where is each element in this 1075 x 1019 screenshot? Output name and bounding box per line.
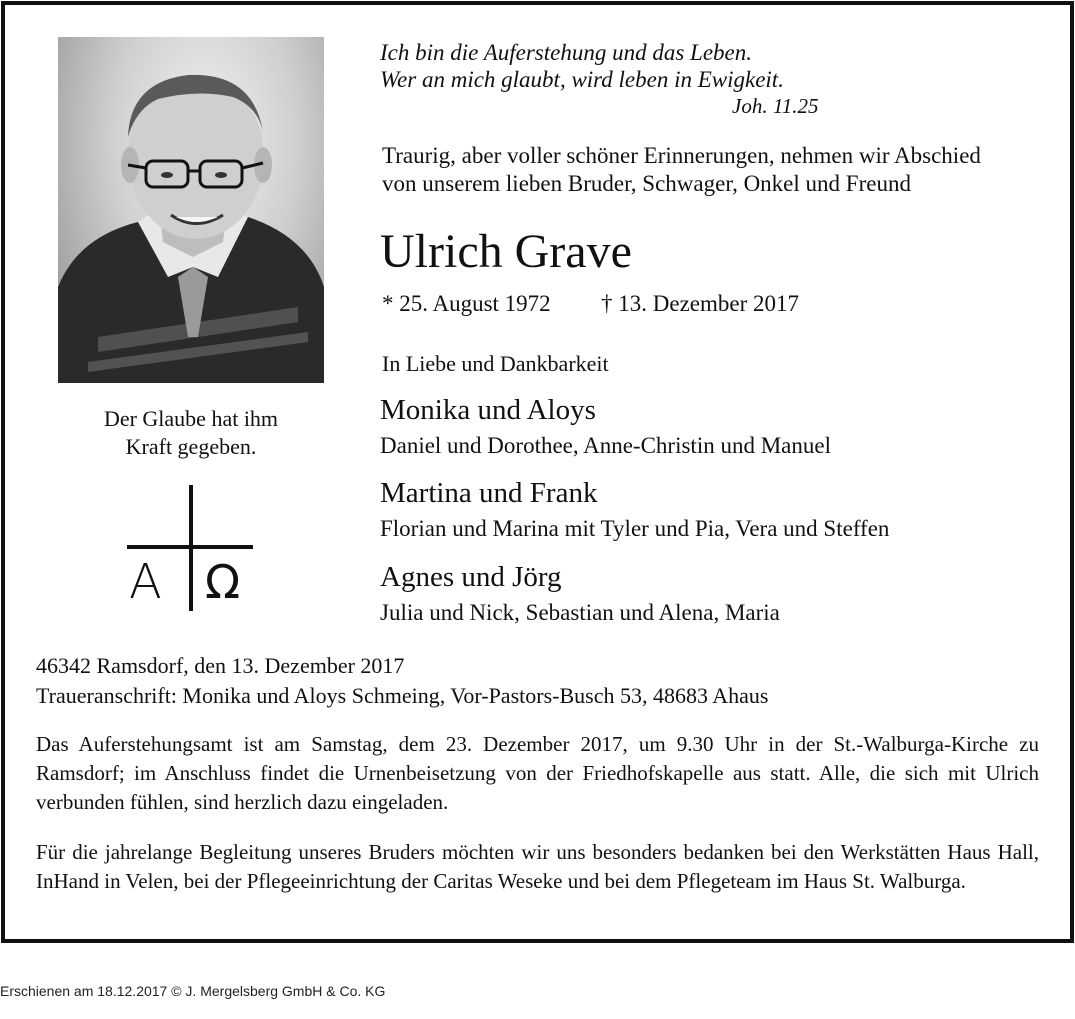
family-head: Monika und Aloys	[380, 394, 596, 426]
caption-line-2: Kraft gegeben.	[125, 434, 257, 459]
place-date: 46342 Ramsdorf, den 13. Dezember 2017	[36, 653, 405, 678]
love-line: In Liebe und Dankbarkeit	[382, 351, 609, 376]
death-date: † 13. Dezember 2017	[601, 291, 799, 316]
photo-caption	[58, 405, 324, 461]
intro-line-2: von unserem lieben Bruder, Schwager, Onkel und Freund	[382, 171, 911, 196]
quote-reference: Joh. 11.25	[732, 94, 819, 118]
thanks-paragraph: Für die jahrelange Begleitung unseres Bruders möchten wir uns besonders bedanken bei den Werkstätten Haus Hall, InHand in Velen, bei der Pflegeeinrichtung der Caritas Weseke und bei dem Pflegeteam im Haus St. Walburga.	[36, 840, 1039, 893]
caption-line-1: Der Glaube hat ihm	[103, 406, 279, 431]
bible-quote	[380, 39, 784, 93]
quote-line-1: Ich bin die Auferstehung und das Leben.	[380, 40, 752, 65]
family-members: Julia und Nick, Sebastian und Alena, Maria	[380, 600, 780, 625]
deceased-name: Ulrich Grave	[380, 225, 632, 278]
family-members: Florian und Marina mit Tyler und Pia, Vera und Steffen	[380, 516, 890, 541]
publication-footer: Erschienen am 18.12.2017 © J. Mergelsberg GmbH & Co. KG	[0, 983, 386, 999]
portrait-photo	[58, 37, 324, 383]
family-head: Agnes und Jörg	[380, 561, 562, 593]
obituary-notice	[1, 1, 1074, 943]
family-members: Daniel und Dorothee, Anne-Christin und Manuel	[380, 433, 831, 458]
cross-alpha-omega-symbol	[125, 483, 255, 613]
mourning-address: Traueranschrift: Monika und Aloys Schmeing, Vor-Pastors-Busch 53, 48683 Ahaus	[36, 683, 769, 708]
intro-line-1: Traurig, aber voller schöner Erinnerungen, nehmen wir Abschied	[382, 143, 981, 168]
quote-line-2: Wer an mich glaubt, wird leben in Ewigkeit.	[380, 67, 784, 92]
family-head: Martina und Frank	[380, 477, 598, 509]
portrait-image	[58, 37, 324, 383]
alpha-symbol: A	[129, 554, 162, 610]
omega-symbol: Ω	[205, 555, 241, 609]
service-paragraph: Das Auferstehungsamt ist am Samstag, dem 23. Dezember 2017, um 9.30 Uhr in der St.-Walburga-Kirche zu Ramsdorf; im Anschluss findet die Urnenbeisetzung von der Friedhofskapelle aus statt. Alle, die sich mit Ulrich verbunden fühlen, sind herzlich dazu eingeladen.	[36, 732, 1039, 814]
birth-date: * 25. August 1972	[382, 291, 551, 316]
intro-text	[382, 142, 981, 198]
